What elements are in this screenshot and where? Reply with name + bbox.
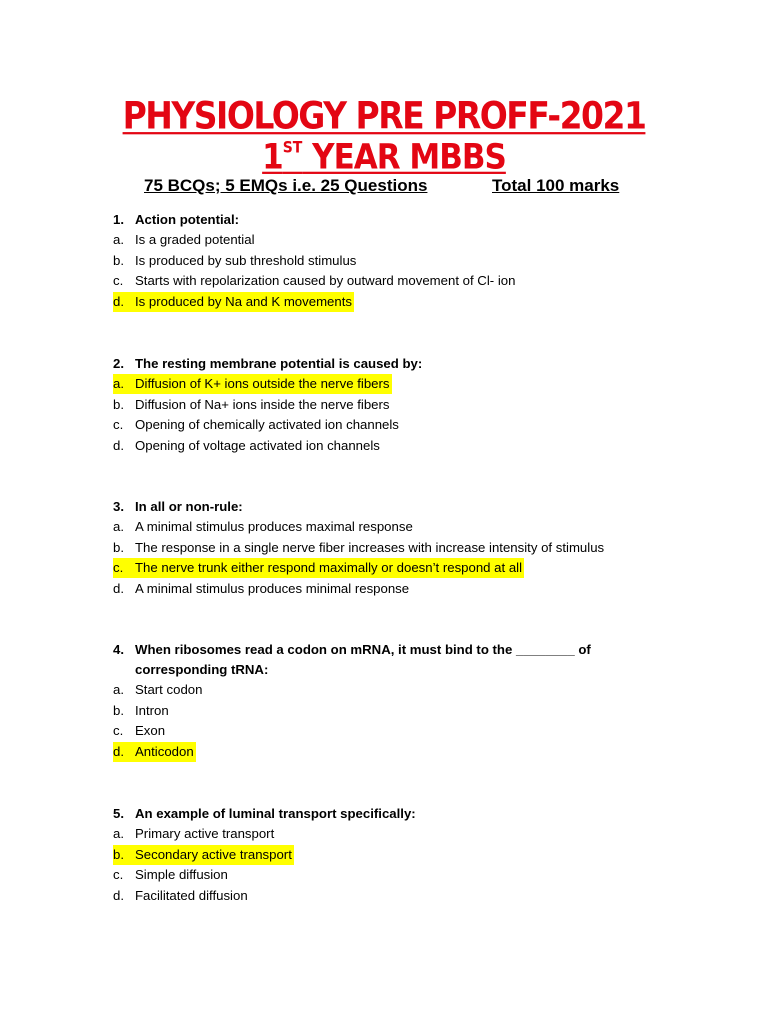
option-text: Simple diffusion [135,867,228,883]
question-1 [113,210,673,312]
option-c [113,271,673,292]
option-text: Diffusion of Na+ ions inside the nerve fibers [135,396,390,412]
option-b [113,395,673,416]
subtitle-number: 1 [262,137,283,178]
option-letter: b. [113,702,124,718]
option-c [113,721,673,742]
option-letter: c. [113,867,124,883]
option-text: Starts with repolarization caused by outward movement of Cl- ion [135,273,516,289]
question-stem [113,804,673,824]
question-4 [113,640,673,762]
option-d [113,436,673,457]
option-c-correct [113,558,673,579]
document-title: PHYSIOLOGY PRE PROFF-2021 [122,94,646,138]
option-text: Primary active transport [135,826,275,842]
question-number: 4. [113,642,124,657]
option-text: The response in a single nerve fiber increases with increase intensity of stimulus [135,539,605,555]
question-stem [113,497,673,517]
question-5 [113,804,673,906]
option-text: Opening of chemically activated ion channels [135,417,399,433]
option-letter: d. [113,292,135,312]
question-number: 5. [113,806,124,821]
option-letter: d. [113,437,124,453]
subtitle-text: YEAR MBBS [302,137,506,178]
option-letter: c. [113,723,124,739]
question-stem [113,210,673,230]
total-marks: Total 100 marks [492,176,620,195]
option-letter: d. [113,742,135,762]
option-letter: d. [113,580,124,596]
option-text: Is produced by sub threshold stimulus [135,252,357,268]
option-a [113,230,673,251]
question-2 [113,354,673,456]
option-text: The nerve trunk either respond maximally or doesn’t respond at all [135,560,523,576]
question-stem [113,354,673,374]
question-text: An example of luminal transport specifically: [135,806,416,821]
option-text: Secondary active transport [135,846,292,862]
option-b [113,701,673,722]
option-b [113,251,673,272]
option-letter: d. [113,887,124,903]
option-letter: c. [113,558,135,578]
option-text: Start codon [135,682,203,698]
option-a-correct [113,374,673,395]
option-text: Diffusion of K+ ions outside the nerve fibers [135,376,390,392]
question-3 [113,497,673,599]
option-letter: b. [113,539,124,555]
exam-format: 75 BCQs; 5 EMQs i.e. 25 Questions [144,176,428,195]
question-number: 1. [113,212,124,227]
question-text: Action potential: [135,212,240,227]
option-b [113,538,673,559]
document-subtitle [0,137,768,177]
option-b-correct [113,845,673,866]
question-number: 3. [113,499,124,514]
option-text: Opening of voltage activated ion channels [135,437,380,453]
option-letter: c. [113,417,124,433]
option-letter: a. [113,682,124,698]
subtitle-ordinal: ST [282,139,303,158]
option-letter: a. [113,232,124,248]
question-number: 2. [113,356,124,371]
option-text: Facilitated diffusion [135,887,248,903]
option-text: Anticodon [135,743,194,759]
option-d [113,579,673,600]
question-text: The resting membrane potential is caused by: [135,356,423,371]
option-text: Intron [135,702,169,718]
option-a [113,517,673,538]
question-text: In all or non-rule: [135,499,243,514]
option-letter: b. [113,396,124,412]
option-d [113,886,673,907]
option-d-correct [113,292,673,313]
option-text: Exon [135,723,166,739]
question-stem [113,640,673,680]
option-text: Is produced by Na and K movements [135,293,352,309]
option-a [113,680,673,701]
option-letter: a. [113,374,135,394]
option-d-correct [113,742,673,763]
option-letter: b. [113,845,135,865]
question-text: When ribosomes read a codon on mRNA, it must bind to the ________ of corresponding tRNA: [135,642,591,677]
option-text: Is a graded potential [135,232,255,248]
option-c [113,865,673,886]
option-letter: a. [113,519,124,535]
option-c [113,415,673,436]
option-text: A minimal stimulus produces maximal response [135,519,413,535]
option-letter: c. [113,273,124,289]
option-a [113,824,673,845]
option-text: A minimal stimulus produces minimal response [135,580,410,596]
option-letter: a. [113,826,124,842]
option-letter: b. [113,252,124,268]
